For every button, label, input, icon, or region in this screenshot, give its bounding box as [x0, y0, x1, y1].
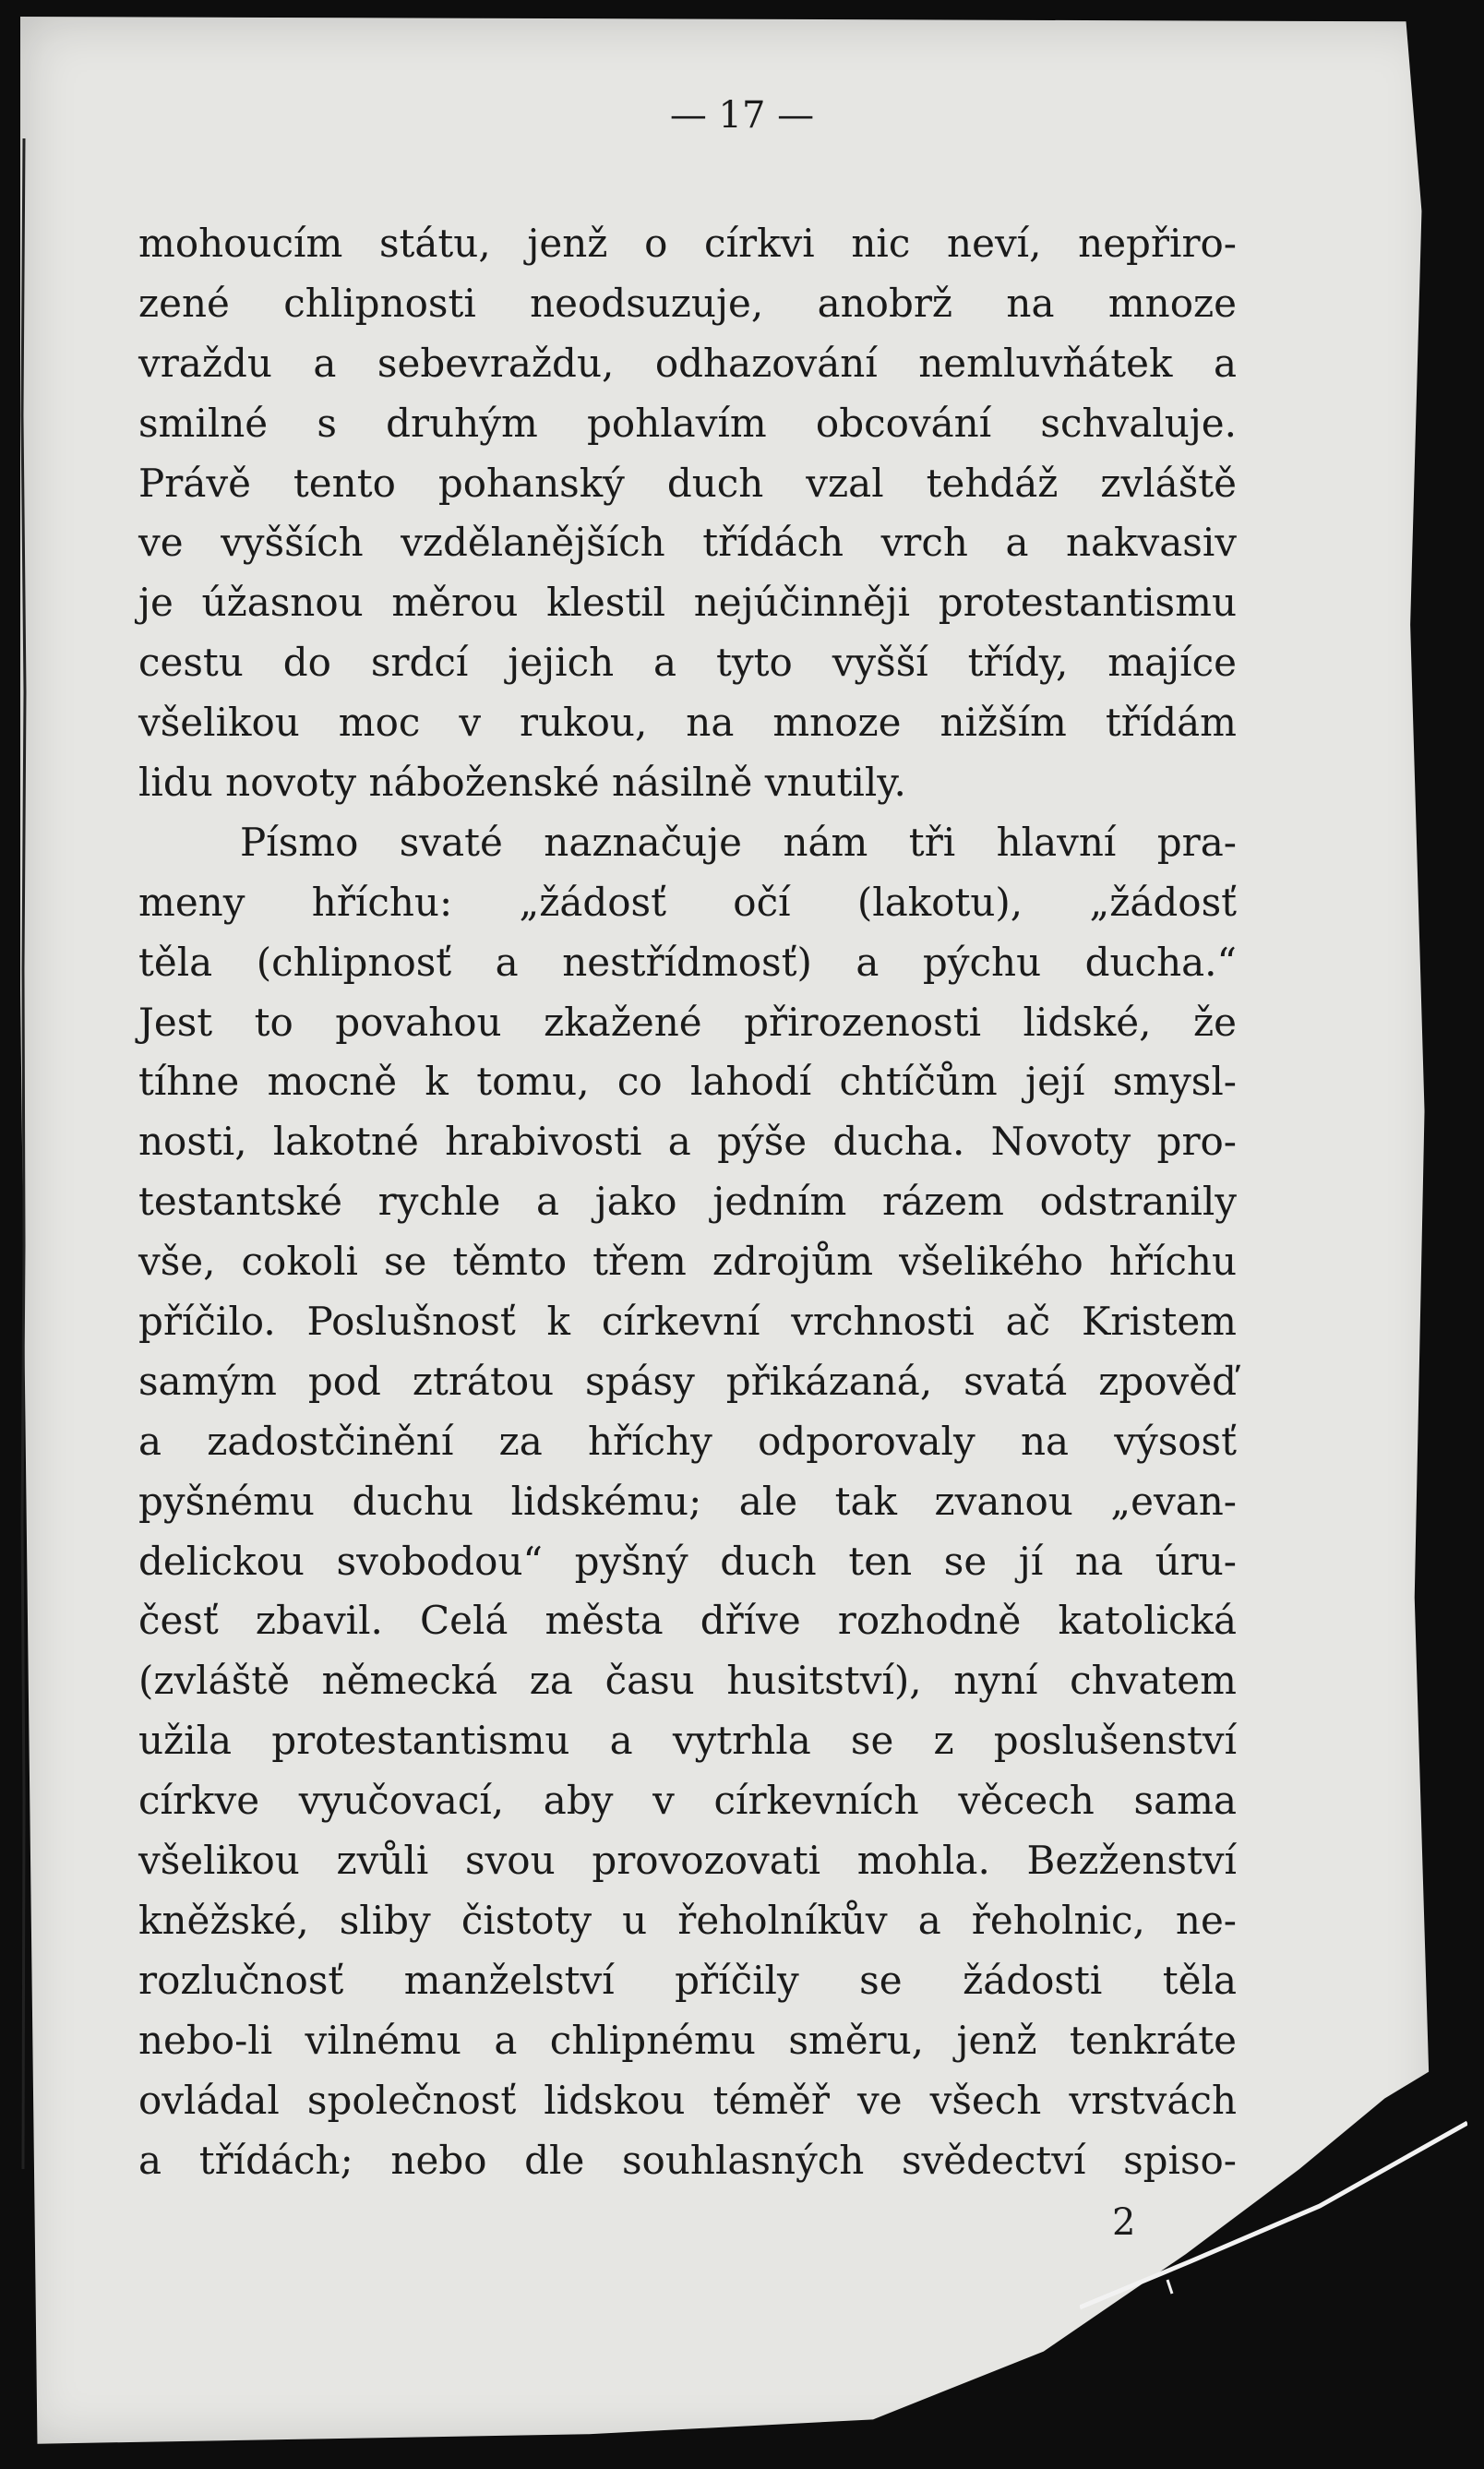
- text-line: česť zbavil. Celá města dříve rozhodně katolická: [138, 1598, 1237, 1644]
- text-line: lidu novoty náboženské násilně vnutily.: [138, 760, 906, 806]
- text-line: a zadostčinění za hříchy odporovaly na výsosť: [138, 1418, 1237, 1464]
- text-line: Právě tento pohanský duch vzal tehdáž zvláště: [138, 460, 1237, 506]
- text-line: delickou svobodou“ pyšný duch ten se jí na úru-: [138, 1538, 1237, 1584]
- text-line: meny hříchu: „žádosť očí (lakotu), „žádosť: [138, 879, 1237, 925]
- binding-edge-mark: [18, 138, 30, 2169]
- page-number: — 17 —: [669, 94, 815, 137]
- text-line: samým pod ztrátou spásy přikázaná, svatá zpověď: [138, 1358, 1237, 1404]
- text-line: nebo-li vilnému a chlipnému směru, jenž tenkráte: [138, 2017, 1237, 2063]
- text-line: Písmo svaté naznačuje nám tři hlavní pra-: [240, 819, 1237, 865]
- text-line: církve vyučovací, aby v církevních věcech sama: [138, 1778, 1237, 1824]
- text-line: ovládal společnosť lidskou téměř ve všech vrstvách: [138, 2077, 1237, 2123]
- text-line: mohoucím státu, jenž o církvi nic neví, nepřiro-: [138, 221, 1237, 266]
- text-line: cestu do srdcí jejich a tyto vyšší třídy, majíce: [138, 640, 1237, 686]
- text-line: pyšnému duchu lidskému; ale tak zvanou „evan-: [138, 1478, 1237, 1524]
- text-line: rozlučnosť manželství příčily se žádosti těla: [138, 1957, 1237, 2003]
- body-text: [138, 214, 1237, 2190]
- text-line: všelikou zvůli svou provozovati mohla. Bezženství: [138, 1838, 1237, 1884]
- text-line: těla (chlipnosť a nestřídmosť) a pýchu ducha.“: [138, 939, 1237, 985]
- text-line: všelikou moc v rukou, na mnoze nižším třídám: [138, 700, 1237, 746]
- text-line: Jest to povahou zkažené přirozenosti lidské, že: [138, 999, 1237, 1045]
- text-line: vše, cokoli se těmto třem zdrojům všelikého hříchu: [138, 1239, 1237, 1285]
- text-line: (zvláště německá za času husitství), nyní chvatem: [138, 1658, 1237, 1704]
- text-line: nosti, lakotné hrabivosti a pýše ducha. Novoty pro-: [138, 1119, 1237, 1165]
- text-line: je úžasnou měrou klestil nejúčinněji protestantismu: [138, 580, 1237, 626]
- text-line: zené chlipnosti neodsuzuje, anobrž na mnoze: [138, 280, 1237, 326]
- text-line: smilné s druhým pohlavím obcování schvaluje.: [138, 400, 1237, 446]
- text-line: ve vyšších vzdělanějších třídách vrch a nakvasiv: [138, 520, 1237, 566]
- text-line: kněžské, sliby čistoty u řeholníkův a řeholnic, ne-: [138, 1897, 1237, 1943]
- text-line: užila protestantismu a vytrhla se z poslušenství: [138, 1718, 1237, 1764]
- text-line: tíhne mocně k tomu, co lahodí chtíčům její smysl-: [138, 1059, 1237, 1105]
- text-line: příčilo. Poslušnosť k církevní vrchnosti ač Kristem: [138, 1299, 1237, 1345]
- text-line: a třídách; nebo dle souhlasných svědectví spiso-: [138, 2137, 1237, 2183]
- text-line: testantské rychle a jako jedním rázem odstranily: [138, 1179, 1237, 1225]
- signature-mark: 2: [1112, 2201, 1136, 2244]
- text-line: vraždu a sebevraždu, odhazování nemluvňátek a: [138, 340, 1237, 386]
- torn-corner-crease: [1080, 2104, 1467, 2455]
